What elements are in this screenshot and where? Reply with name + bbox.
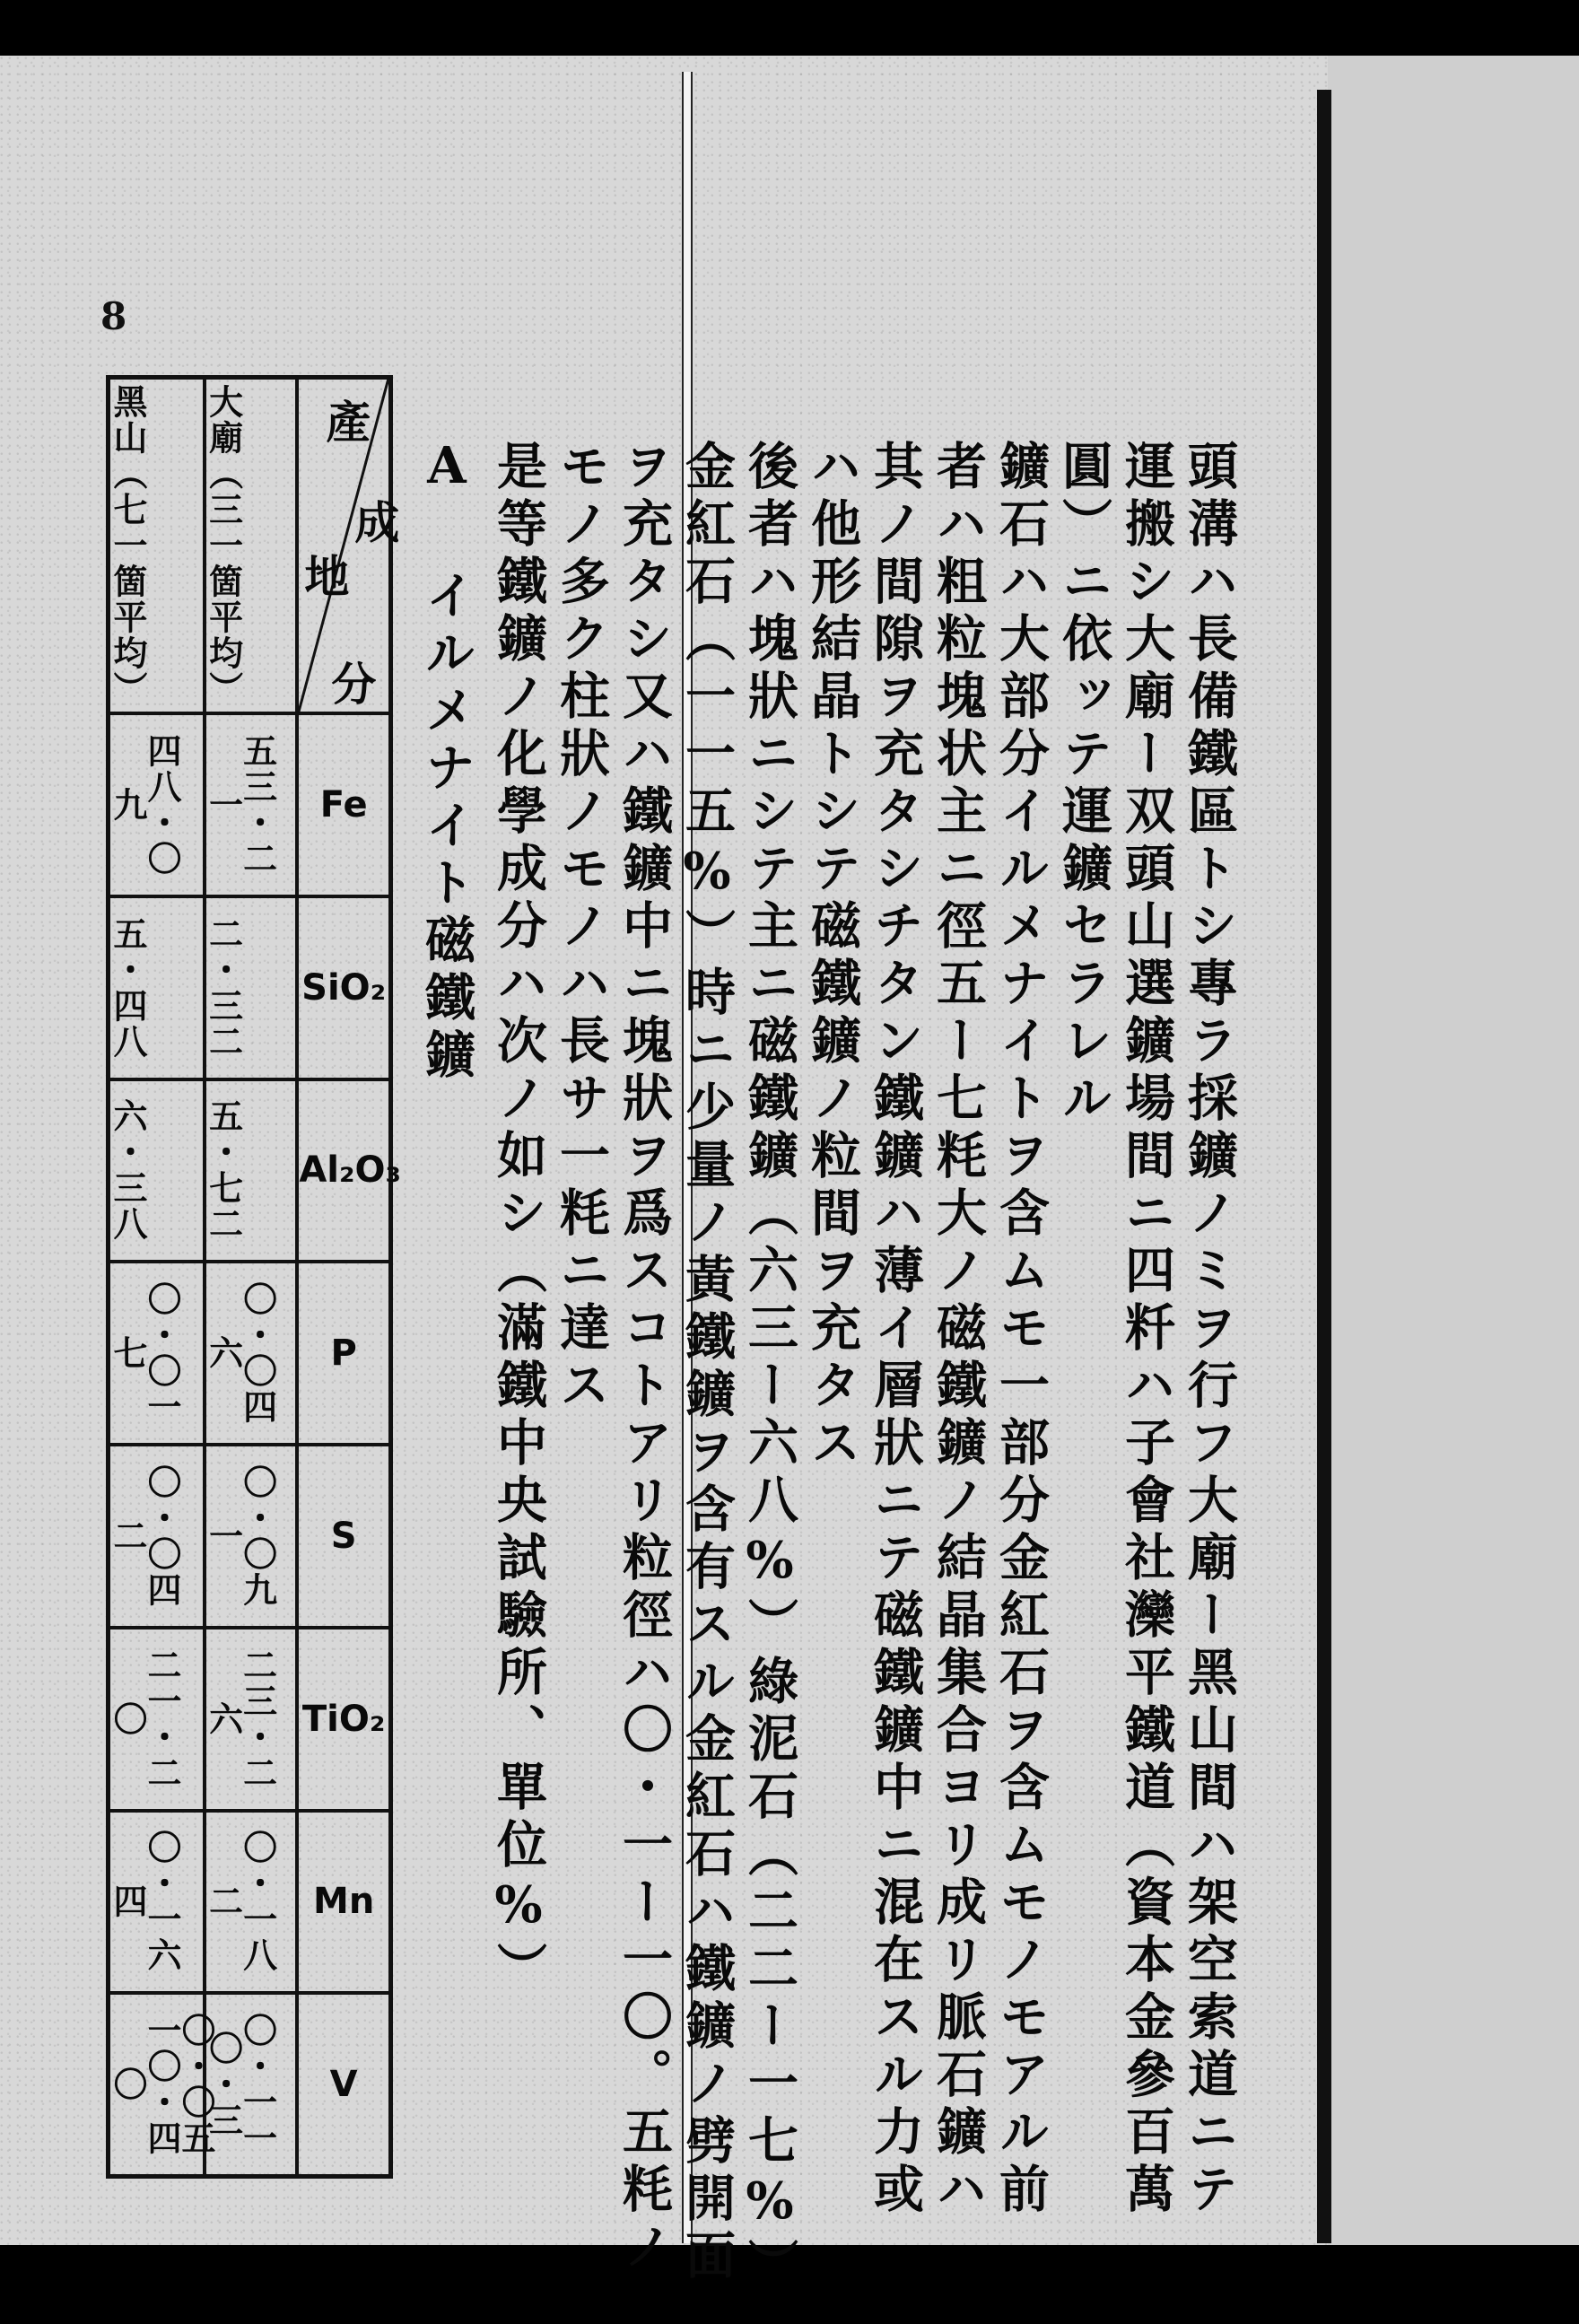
text-column: 運搬シ大廟ー双頭山選鑛場間ニ四粁ハ子會社灤平鐵道（資本金參百萬 xyxy=(1117,440,1176,2220)
text-column: ハ他形結晶トシテ磁鐵鑛ノ粒間ヲ充タス xyxy=(803,440,862,1473)
cell-value: 二三・二六 xyxy=(203,1647,278,1791)
corner-left: 地 xyxy=(304,550,350,603)
table-row xyxy=(109,1079,391,1262)
corner-bottom: 分 xyxy=(331,658,377,711)
text-column: 者ハ粗粒塊状主ニ徑五ー七粍大ノ磁鐵鑛ノ結晶集合ヨリ成リ脈石鑛ハ xyxy=(929,440,988,2220)
text-column: 頭溝ハ長備鐵區トシ專ラ採鑛ノミヲ行フ大廟ー黑山間ハ架空索道ニテ xyxy=(1180,440,1239,2220)
table-cell xyxy=(205,1262,298,1445)
cell-value: 〇・一八二 xyxy=(203,1830,278,1974)
table-cell xyxy=(109,1079,205,1262)
column-header: S xyxy=(297,1445,390,1628)
column-header: P xyxy=(297,1262,390,1445)
text-column: 是等鐵鑛ノ化學成分ハ次ノ如シ（滿鐵中央試驗所、單位%） xyxy=(489,440,548,1999)
binding-edge xyxy=(1317,90,1331,2243)
table-corner xyxy=(297,378,400,714)
table-cell xyxy=(205,713,298,896)
table-cell xyxy=(205,1079,298,1262)
column-header: Fe xyxy=(297,713,390,896)
cell-value: 五・七二 xyxy=(203,1098,244,1243)
table-row-hebrew-label-1 xyxy=(109,378,205,714)
text-column: 金紅石（一一五%）時ニ少量ノ黃鐵鑛ヲ含有スル金紅石ハ鐵鑛ノ劈開面 xyxy=(677,440,737,2286)
cell-value: 〇・〇九一 xyxy=(203,1463,278,1608)
table-cell xyxy=(205,1445,298,1628)
table-cell xyxy=(109,1445,205,1628)
row-label: 大廟（三一箇平均） xyxy=(203,384,244,707)
table-cell xyxy=(109,1262,205,1445)
column-header: Mn xyxy=(297,1811,390,1994)
table-row xyxy=(109,1628,391,1811)
table-cell xyxy=(205,1628,298,1811)
corner-header xyxy=(299,380,400,712)
cell-value: 六・三八 xyxy=(108,1098,148,1243)
text-column: 圓）ニ依ッテ運鑛セラレル xyxy=(1054,440,1113,1129)
table-cell xyxy=(205,896,298,1079)
cell-value: 〇・一一〇・三 xyxy=(203,2012,278,2156)
page-number: 8 xyxy=(100,294,127,338)
corner-middle: 成 xyxy=(354,496,400,549)
table-cell xyxy=(109,896,205,1079)
text-column: A イルメナイト磁鐵鑛 xyxy=(417,436,476,1086)
table-cell xyxy=(109,713,205,896)
text-column: 其ノ間隙ヲ充タシチタン鐵鑛ハ薄イ層狀ニテ磁鐵鑛中ニ混在スル力或 xyxy=(866,440,925,2220)
text-column: 鑛石ハ大部分イルメナイトヲ含ムモ一部分金紅石ヲ含ムモノモアル前 xyxy=(991,440,1051,2220)
text-column: モノ多ク柱狀ノモノハ長サ一粍ニ達ス xyxy=(552,440,611,1416)
cell-value: 〇・〇四二 xyxy=(108,1463,182,1608)
cell-value: 四八・〇九 xyxy=(108,732,182,877)
table-row xyxy=(109,713,391,896)
cell-value: 二一・二〇 xyxy=(108,1647,182,1791)
table-header-row xyxy=(109,378,391,714)
table-row xyxy=(109,1262,391,1445)
column-header: TiO₂ xyxy=(297,1628,390,1811)
column-header: SiO₂ xyxy=(297,896,390,1079)
cell-value: 二・三二 xyxy=(203,915,244,1060)
table-cell xyxy=(108,1993,216,2176)
text-column: 後者ハ塊狀ニシテ主ニ磁鐵鑛（六三ー六八%）綠泥石（二二ー一七%） xyxy=(740,440,799,2295)
cell-value: 〇・〇一七 xyxy=(108,1281,182,1426)
table-cell xyxy=(205,1993,298,2176)
cell-value: 〇・一六四 xyxy=(108,1830,182,1974)
column-header: V xyxy=(297,1993,390,2176)
table-row xyxy=(109,1993,391,2176)
table-row-label-0 xyxy=(205,378,298,714)
column-header: Al₂O₃ xyxy=(297,1079,390,1262)
table-row xyxy=(109,896,391,1079)
cell-value: 〇・〇四六 xyxy=(203,1281,278,1426)
row-label: 黑山（七一箇平均） xyxy=(108,384,148,707)
table-cell xyxy=(109,1628,205,1811)
corner-top: 產 xyxy=(326,396,371,449)
cell-value: 五三・二一 xyxy=(203,732,278,877)
table-cell xyxy=(205,1811,298,1994)
text-column: ヲ充タシ又ハ鐵鑛中ニ塊狀ヲ爲スコトアリ粒徑ハ〇・一ー一〇。五粍ノ xyxy=(615,440,674,2277)
composition-table xyxy=(106,375,402,2179)
cell-value: 五・四八 xyxy=(108,915,148,1060)
cell-value: 〇・〇五一〇・四〇 xyxy=(108,2012,216,2156)
facing-page xyxy=(1328,56,1579,2245)
table-row xyxy=(109,1811,391,1994)
table-cell xyxy=(109,1811,205,1994)
table-row xyxy=(109,1445,391,1628)
